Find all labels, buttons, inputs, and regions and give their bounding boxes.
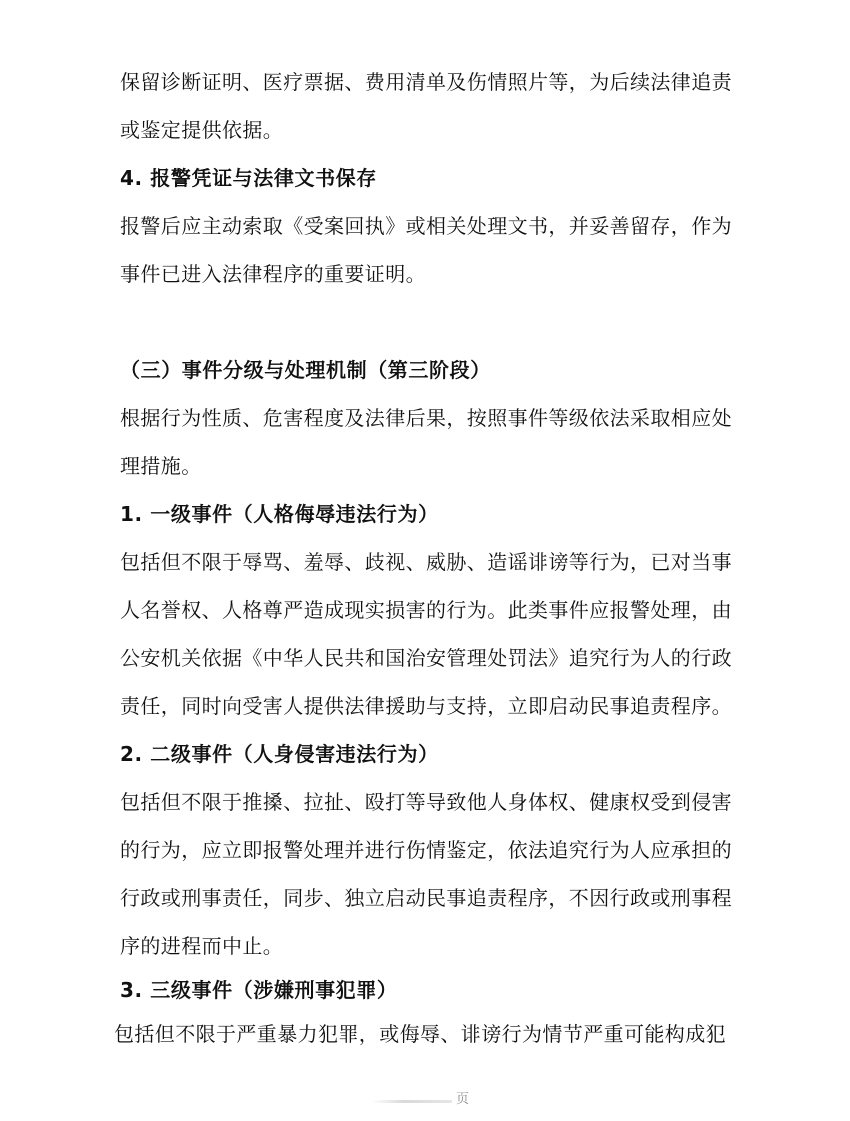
paragraph-line: 包括但不限于辱骂、羞辱、歧视、威胁、造谣诽谤等行为，已对当事 <box>120 550 732 574</box>
paragraph-line: 序的进程而中止。 <box>120 934 284 958</box>
paragraph-line: 保留诊断证明、医疗票据、费用清单及伤情照片等，为后续法律追责 <box>120 70 732 94</box>
paragraph-line: 公安机关依据《中华人民共和国治安管理处罚法》追究行为人的行政 <box>120 646 732 670</box>
section3-heading: （三）事件分级与处理机制（第三阶段） <box>120 358 491 382</box>
paragraph-line: 报警后应主动索取《受案回执》或相关处理文书，并妥善留存，作为 <box>120 214 732 238</box>
paragraph-line: 责任，同时向受害人提供法律援助与支持，立即启动民事追责程序。 <box>120 694 732 718</box>
paragraph-line: 或鉴定提供依据。 <box>120 118 284 142</box>
footer-divider <box>372 1100 452 1103</box>
paragraph-line: 理措施。 <box>120 454 202 478</box>
paragraph-line: 根据行为性质、危害程度及法律后果，按照事件等级依法采取相应处 <box>120 406 732 430</box>
paragraph-line: 人名誉权、人格尊严造成现实损害的行为。此类事件应报警处理，由 <box>120 598 732 622</box>
page-number-label: 页 <box>456 1092 470 1107</box>
paragraph-line: 的行为，应立即报警处理并进行伤情鉴定，依法追究行为人应承担的 <box>120 838 732 862</box>
level3-heading: 3. 三级事件（涉嫌刑事犯罪） <box>120 978 398 1002</box>
paragraph-line: 事件已进入法律程序的重要证明。 <box>120 262 426 286</box>
paragraph-line: 行政或刑事责任，同步、独立启动民事追责程序，不因行政或刑事程 <box>120 886 732 910</box>
paragraph-line: 包括但不限于推搡、拉扯、殴打等导致他人身体权、健康权受到侵害 <box>120 790 732 814</box>
item4-heading: 4. 报警凭证与法律文书保存 <box>120 166 377 190</box>
level1-heading: 1. 一级事件（人格侮辱违法行为） <box>120 502 439 526</box>
paragraph-line: 包括但不限于严重暴力犯罪，或侮辱、诽谤行为情节严重可能构成犯 <box>114 1022 726 1046</box>
level2-heading: 2. 二级事件（人身侵害违法行为） <box>120 742 439 766</box>
